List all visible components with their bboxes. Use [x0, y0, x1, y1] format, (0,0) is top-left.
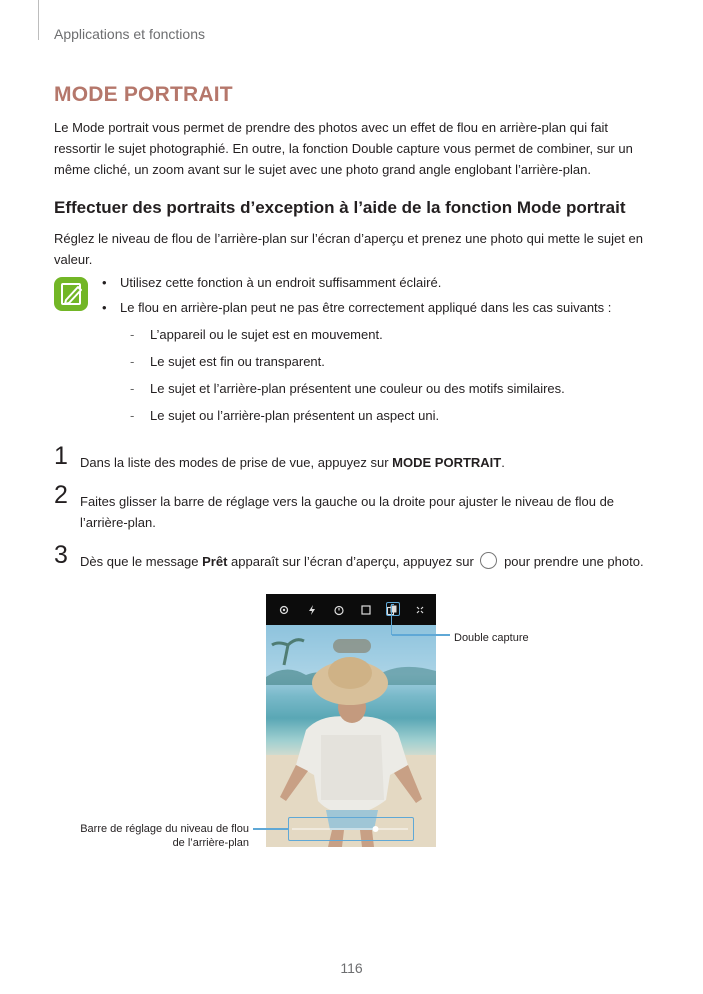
timer-icon: [333, 604, 345, 616]
camera-screenshot: [266, 594, 436, 847]
callout-label-double-capture: Double capture: [454, 632, 529, 644]
step-bold: MODE PORTRAIT: [392, 455, 502, 470]
step-text: [80, 452, 660, 473]
step-number: 1: [54, 442, 68, 470]
note-sub-item: - Le sujet est fin ou transparent.: [102, 354, 662, 381]
flash-icon: [306, 604, 318, 616]
step-number: 2: [54, 481, 68, 509]
shutter-icon: [480, 552, 497, 569]
section-header: Applications et fonctions: [54, 26, 205, 42]
step-text-part: .: [501, 455, 505, 470]
blur-bar-highlight: [288, 817, 414, 841]
step-text: [80, 551, 660, 572]
portrait-preview: [266, 625, 436, 847]
callout-line: [253, 828, 288, 830]
note-bullet: • Le flou en arrière-plan peut ne pas être correctement appliqué dans les cas suivants :: [102, 300, 662, 325]
double-capture-highlight: [386, 602, 400, 616]
callout-label-line: Barre de réglage du niveau de flou: [80, 823, 249, 835]
step-text-part: pour prendre une photo.: [500, 554, 644, 569]
lead-paragraph: Réglez le niveau de flou de l’arrière-plan sur l’écran d’aperçu et prenez une photo qui mette le sujet en valeur.: [54, 231, 643, 267]
page-rule: [38, 0, 39, 40]
note-bullet: • Utilisez cette fonction à un endroit suffisamment éclairé.: [102, 275, 662, 300]
effects-icon: [414, 604, 426, 616]
callout-label-blur-bar: [60, 822, 249, 850]
callout-line: [392, 634, 450, 636]
step-text: Faites glisser la barre de réglage vers la gauche ou la droite pour ajuster le niveau de flou de l’arrière-plan.: [80, 494, 615, 530]
step-text-part: Dès que le message: [80, 554, 203, 569]
intro-paragraph: Le Mode portrait vous permet de prendre des photos avec un effet de flou en arrière-plan qui fait ressortir le sujet photographié. En outre, la fonction Double capture vous permet de combiner, sur un même cliché, un zoom avant sur le sujet avec une photo grand angle englobant l’arrière-plan.: [54, 120, 633, 177]
step-2: [54, 481, 654, 535]
settings-icon: [278, 604, 290, 616]
note-sub-item: - Le sujet et l’arrière-plan présentent une couleur ou des motifs similaires.: [102, 381, 662, 408]
note-pencil-icon: [54, 277, 88, 311]
section-subtitle: Effectuer des portraits d’exception à l’aide de la fonction Mode portrait: [54, 198, 626, 217]
step-1: [54, 442, 654, 476]
step-text-part: Dans la liste des modes de prise de vue, appuyez sur: [80, 455, 393, 470]
step-3: [54, 541, 654, 575]
camera-top-bar: [266, 594, 436, 625]
note-sub-item: - Le sujet ou l’arrière-plan présentent un aspect uni.: [102, 408, 662, 435]
page-number: 116: [340, 960, 363, 976]
page-title: MODE PORTRAIT: [54, 83, 233, 106]
note-list: [102, 275, 662, 435]
callout-label-line: de l’arrière-plan: [172, 837, 249, 849]
step-bold: Prêt: [202, 554, 228, 569]
step-number: 3: [54, 541, 68, 569]
note-sub-item: - L’appareil ou le sujet est en mouvement.: [102, 327, 662, 354]
ratio-icon: [360, 604, 372, 616]
step-text-part: apparaît sur l’écran d’aperçu, appuyez sur: [227, 554, 478, 569]
